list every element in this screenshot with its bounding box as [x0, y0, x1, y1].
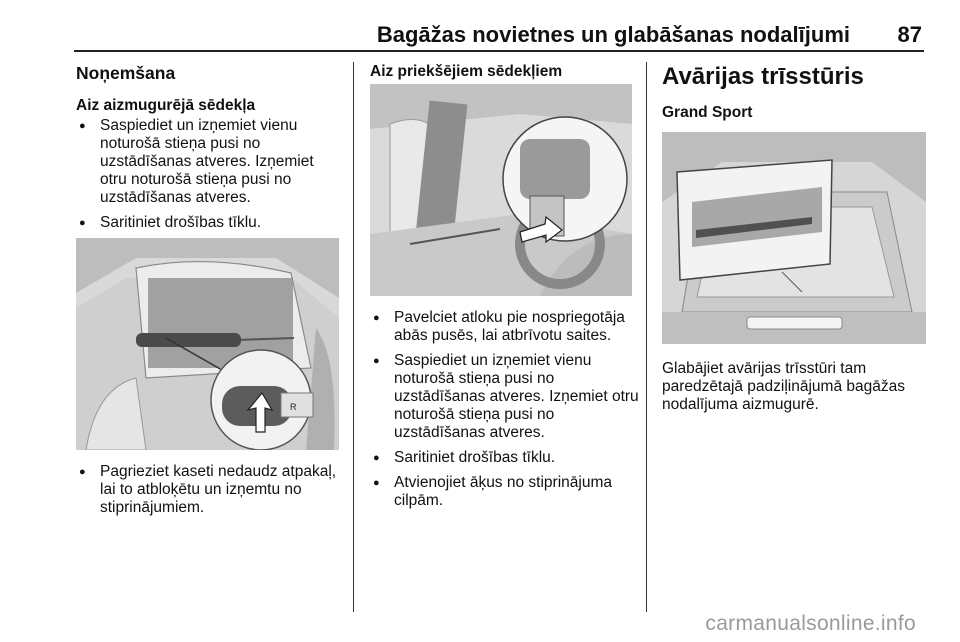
watermark: carmanualsonline.info — [705, 612, 916, 635]
list-item: ● Saspiediet un izņemiet vienu noturošā stieņa pusi no uzstādīšanas atveres. Izņemiet otru noturošā stieņa pusi no uzstādīšanas atveres. — [76, 117, 344, 207]
figure-inset-label: R — [290, 402, 297, 412]
header-rule — [74, 50, 924, 52]
section-heading-removal: Noņemšana — [76, 63, 176, 83]
page-header-title: Bagāžas novietnes un glabāšanas nodalījumi — [376, 22, 850, 47]
bullet-list-top — [76, 117, 344, 232]
section-heading-warning-triangle: Avārijas trīsstūris — [662, 63, 864, 90]
middle-column — [370, 62, 636, 82]
subheading-behind-front-seats: Aiz priekšējiem sēdekļiem — [370, 63, 563, 80]
list-item: ● Saritiniet drošības tīklu. — [370, 449, 640, 467]
right-column-lower — [662, 360, 932, 414]
column-divider-right — [646, 62, 647, 612]
page-number: 87 — [897, 22, 922, 47]
left-column — [76, 62, 344, 239]
list-item: ● Atvienojiet āķus no stiprinājuma cilpām. — [370, 474, 640, 510]
right-column — [662, 62, 930, 123]
column-divider-left — [353, 62, 354, 612]
subheading-grand-sport: Grand Sport — [662, 104, 753, 121]
warning-triangle-illustration — [662, 132, 926, 344]
list-item: ● Pavelciet atloku pie nospriegotāja abās pusēs, lai atbrīvotu saites. — [370, 309, 640, 345]
list-item: ● Saritiniet drošības tīklu. — [76, 214, 344, 232]
left-column-lower — [76, 463, 344, 524]
tensioner-illustration — [370, 84, 632, 296]
bullet-list-bottom — [76, 463, 344, 517]
list-item: ● Pagrieziet kaseti nedaudz atpakaļ, lai to atbloķētu un izņemtu no stiprinājumiem. — [76, 463, 344, 517]
bullet-list-middle — [370, 309, 640, 510]
warning-triangle-paragraph: Glabājiet avārijas trīsstūri tam paredzētajā padziļinājumā bagāžas nodalījuma aizmugurē. — [662, 360, 905, 413]
cargo-cassette-illustration — [76, 238, 339, 450]
list-item: ● Saspiediet un izņemiet vienu noturošā stieņa pusi no uzstādīšanas atveres. Izņemiet otru noturošā stieņa pusi no uzstādīšanas atveres. — [370, 352, 640, 442]
subheading-behind-rear-seat: Aiz aizmugurējā sēdekļa — [76, 97, 256, 114]
middle-column-lower — [370, 309, 640, 517]
